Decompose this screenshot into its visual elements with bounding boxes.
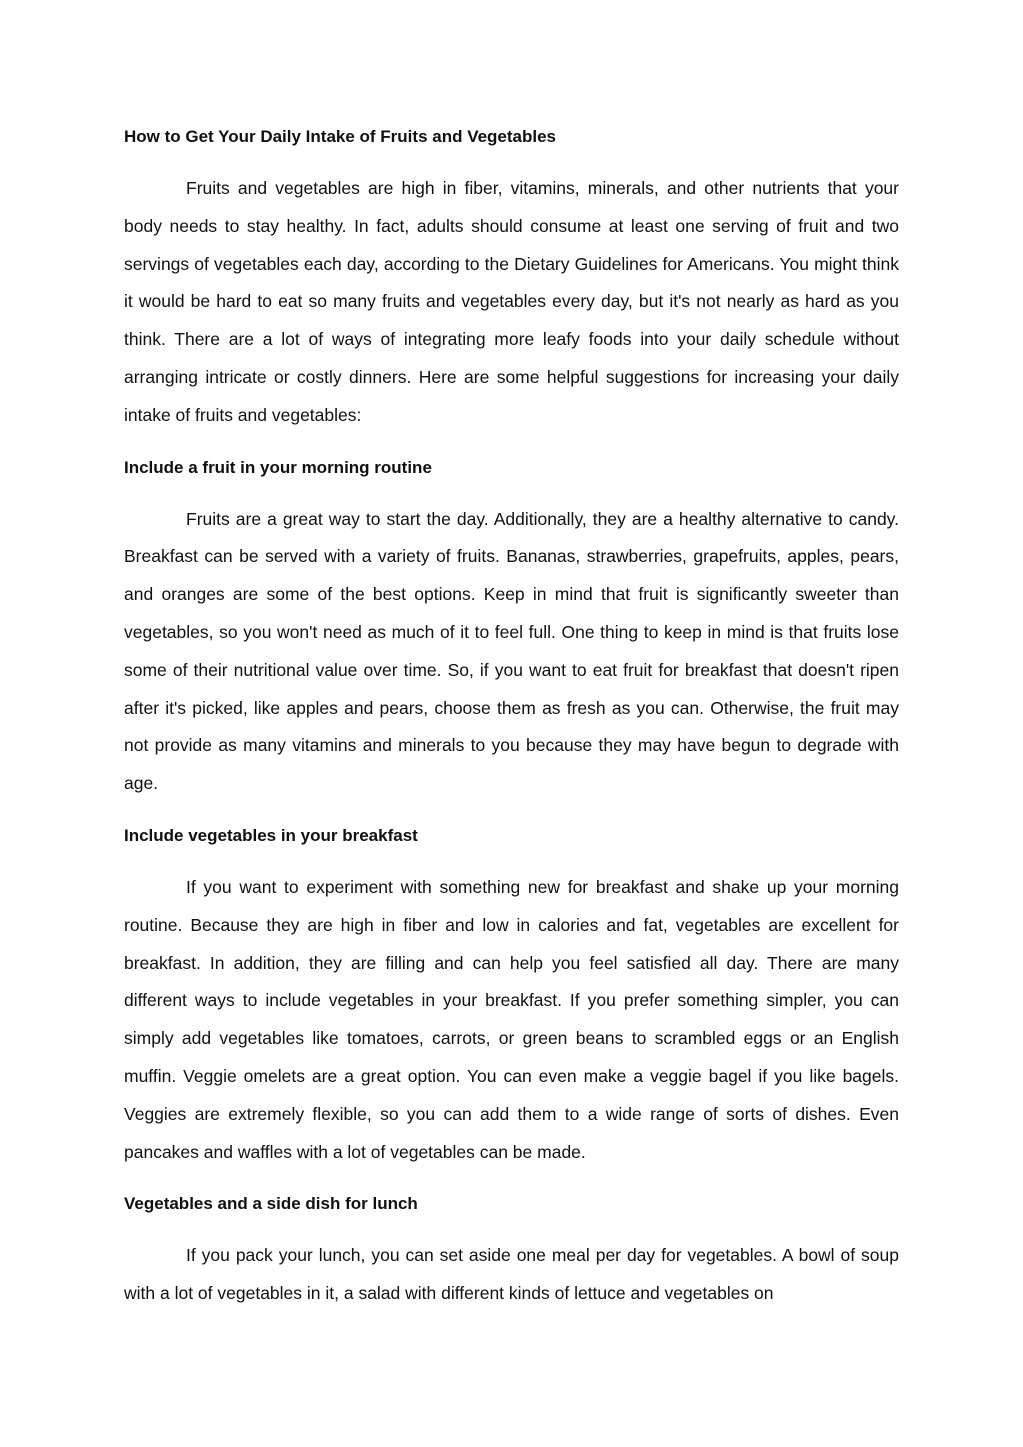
document-page <box>124 118 899 1327</box>
document-title: How to Get Your Daily Intake of Fruits and Vegetables <box>124 127 557 146</box>
section-heading-lunch: Vegetables and a side dish for lunch <box>124 1194 418 1214</box>
section-body-lunch: If you pack your lunch, you can set aside one meal per day for vegetables. A bowl of soup with a lot of vegetables in it, a salad with different kinds of lettuce and vegetables on <box>124 1245 899 1304</box>
section-body-vegetables-breakfast: If you want to experiment with something new for breakfast and shake up your morning routine. Because they are high in fiber and low in calories and fat, vegetables are excellent for breakfast. In addition, they are filling and can help you feel satisfied all day. There are many different ways to include vegetables in your breakfast. If you prefer something simpler, you can simply add vegetables like tomatoes, carrots, or green beans to scrambled eggs or an English muffin. Veggie omelets are a great option. You can even make a veggie bagel if you like bagels. Veggies are extremely flexible, so you can add them to a wide range of sorts of dishes. Even pancakes and waffles with a lot of vegetables can be made. <box>124 876 899 1162</box>
section-body-fruit-morning: Fruits are a great way to start the day. Additionally, they are a healthy alternative to candy. Breakfast can be served with a variety of fruits. Bananas, strawberries, grapefruits, apples, pears, and oranges are some of the best options. Keep in mind that fruit is significantly sweeter than vegetables, so you won't need as much of it to feel full. One thing to keep in mind is that fruits lose some of their nutritional value over time. So, if you want to eat fruit for breakfast that doesn't ripen after it's picked, like apples and pears, choose them as fresh as you can. Otherwise, the fruit may not provide as many vitamins and minerals to you because they may have begun to degrade with age. <box>124 508 899 794</box>
section-heading-fruit-morning: Include a fruit in your morning routine <box>124 457 432 477</box>
intro-paragraph: Fruits and vegetables are high in fiber, vitamins, minerals, and other nutrients that your body needs to stay healthy. In fact, adults should consume at least one serving of fruit and two servings of vegetables each day, according to the Dietary Guidelines for Americans. You might think it would be hard to eat so many fruits and vegetables every day, but it's not nearly as hard as you think. There are a lot of ways of integrating more leafy foods into your daily schedule without arranging intricate or costly dinners. Here are some helpful suggestions for increasing your daily intake of fruits and vegetables: <box>124 178 899 425</box>
section-heading-vegetables-breakfast: Include vegetables in your breakfast <box>124 825 418 845</box>
